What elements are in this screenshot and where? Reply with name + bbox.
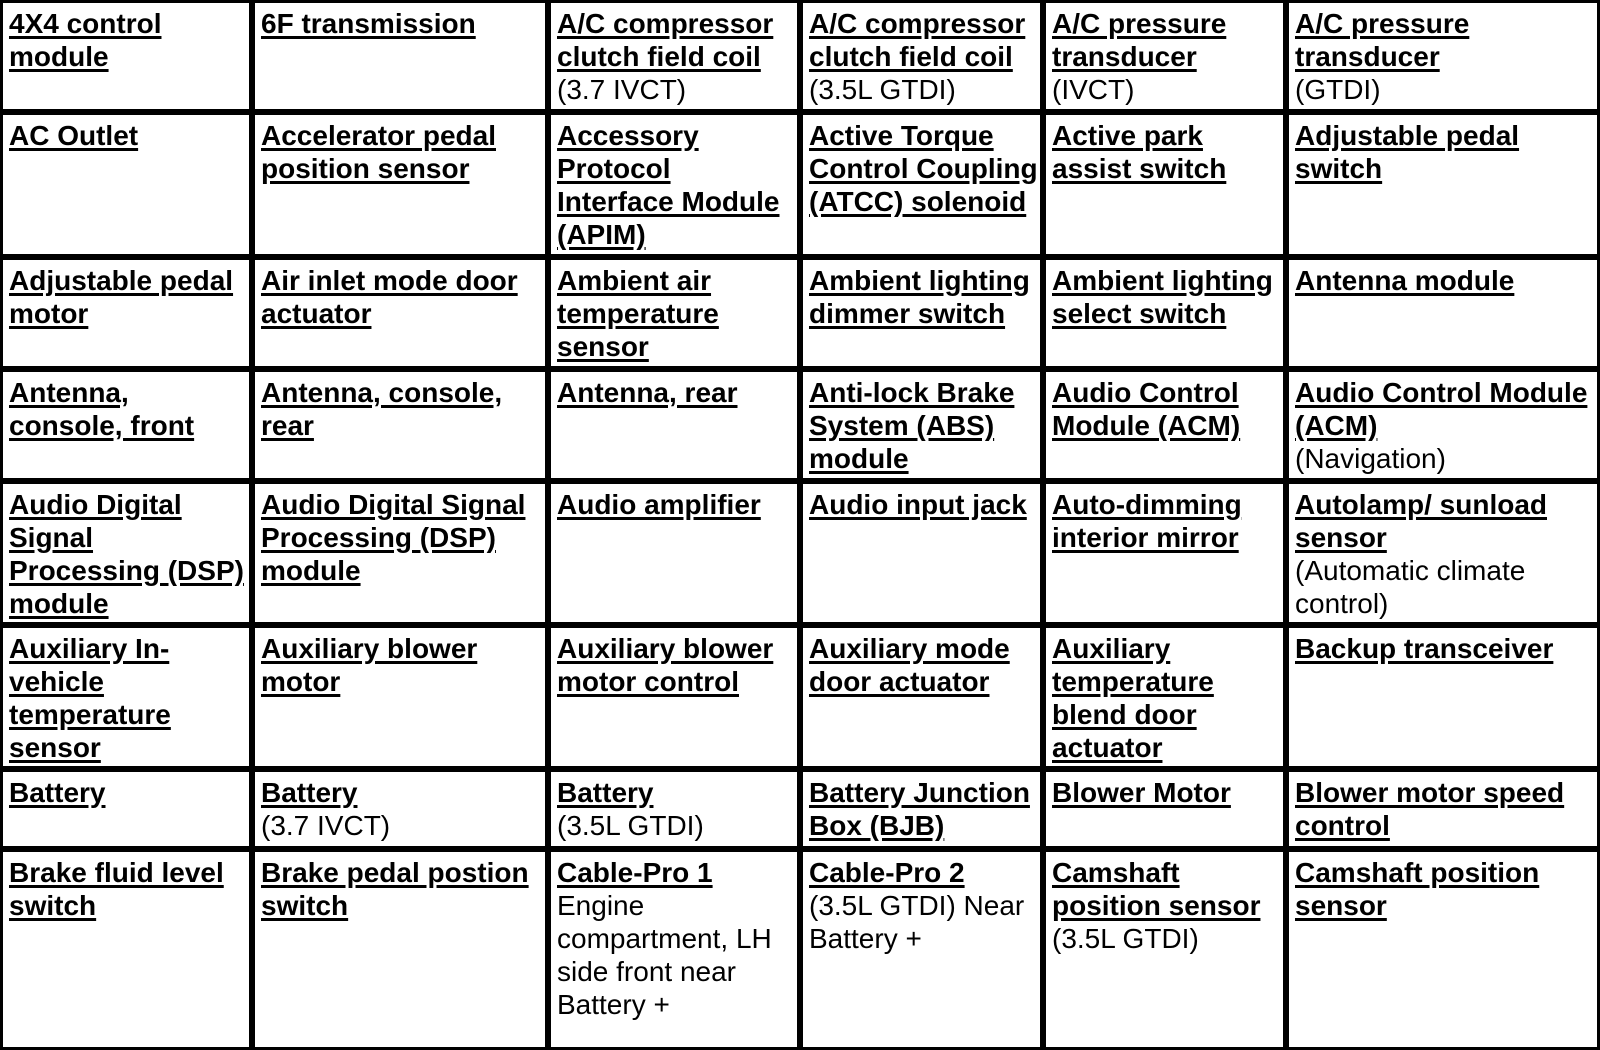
table-cell (800, 625, 1043, 769)
table-cell (800, 769, 1043, 849)
table-cell (1286, 257, 1600, 369)
component-link[interactable]: A/C compressor clutch field coil (557, 8, 774, 72)
table-cell (1286, 481, 1600, 625)
component-link[interactable]: Camshaft position sensor (1052, 857, 1261, 921)
table-cell (800, 481, 1043, 625)
component-link[interactable]: Audio input jack (809, 489, 1027, 520)
component-link[interactable]: Air inlet mode door actuator (261, 265, 518, 329)
table-cell (548, 257, 800, 369)
table-cell (1043, 0, 1286, 112)
table-cell (1043, 849, 1286, 1050)
table-cell (548, 481, 800, 625)
table-cell (252, 849, 548, 1050)
table-cell (1043, 257, 1286, 369)
component-link[interactable]: Auxiliary blower motor control (557, 633, 774, 697)
table-row (0, 112, 1600, 257)
component-link[interactable]: Audio Control Module (ACM) (1295, 377, 1588, 441)
component-link[interactable]: Auxiliary temperature blend door actuator (1052, 633, 1214, 763)
table-cell (1043, 481, 1286, 625)
table-row (0, 625, 1600, 769)
component-note: (3.7 IVCT) (261, 810, 391, 841)
table-cell (1286, 112, 1600, 257)
component-link[interactable]: Active park assist switch (1052, 120, 1227, 184)
component-link[interactable]: Antenna, rear (557, 377, 738, 408)
component-link[interactable]: Adjustable pedal switch (1295, 120, 1520, 184)
table-cell (0, 112, 252, 257)
table-cell (0, 257, 252, 369)
table-cell (252, 769, 548, 849)
table-cell (1286, 769, 1600, 849)
component-link[interactable]: A/C pressure transducer (1295, 8, 1470, 72)
component-link[interactable]: A/C pressure transducer (1052, 8, 1227, 72)
table-row (0, 257, 1600, 369)
component-link[interactable]: Blower motor speed control (1295, 777, 1565, 841)
component-link[interactable]: Antenna, console, front (9, 377, 195, 441)
component-link[interactable]: Auxiliary blower motor (261, 633, 478, 697)
component-link[interactable]: Battery (261, 777, 358, 808)
component-note: (3.7 IVCT) (557, 74, 687, 105)
table-cell (0, 369, 252, 481)
table-cell (252, 369, 548, 481)
table-cell (548, 769, 800, 849)
component-link[interactable]: Camshaft position sensor (1295, 857, 1540, 921)
component-note: (IVCT) (1052, 74, 1135, 105)
component-link[interactable]: Autolamp/ sunload sensor (1295, 489, 1547, 553)
component-link[interactable]: 4X4 control module (9, 8, 162, 72)
table-cell (800, 369, 1043, 481)
component-note: (3.5L GTDI) (809, 74, 956, 105)
component-link[interactable]: Brake pedal postion switch (261, 857, 529, 921)
component-link[interactable]: Brake fluid level switch (9, 857, 224, 921)
component-note: (Navigation) (1295, 443, 1446, 474)
component-link[interactable]: Battery (9, 777, 106, 808)
table-cell (1286, 369, 1600, 481)
component-note: (GTDI) (1295, 74, 1381, 105)
table-cell (1043, 369, 1286, 481)
table-cell (800, 112, 1043, 257)
component-note: (3.5L GTDI) Near Battery + (809, 890, 1025, 954)
table-row (0, 769, 1600, 849)
component-note: Engine compartment, LH side front near Battery + (557, 890, 772, 1020)
component-link[interactable]: Cable-Pro 1 (557, 857, 713, 888)
component-link[interactable]: Accelerator pedal position sensor (261, 120, 496, 184)
component-link[interactable]: Cable-Pro 2 (809, 857, 965, 888)
component-note: (3.5L GTDI) (1052, 923, 1199, 954)
component-link[interactable]: Audio Digital Signal Processing (DSP) module (9, 489, 244, 619)
component-link[interactable]: Audio Control Module (ACM) (1052, 377, 1241, 441)
table-cell (548, 369, 800, 481)
table-cell (1043, 769, 1286, 849)
table-row (0, 481, 1600, 625)
component-link[interactable]: A/C compressor clutch field coil (809, 8, 1026, 72)
component-link[interactable]: Ambient lighting dimmer switch (809, 265, 1030, 329)
component-link[interactable]: Ambient lighting select switch (1052, 265, 1273, 329)
table-cell (252, 481, 548, 625)
component-link[interactable]: 6F transmission (261, 8, 476, 39)
component-link[interactable]: Antenna module (1295, 265, 1515, 296)
table-row (0, 849, 1600, 1050)
component-link[interactable]: AC Outlet (9, 120, 139, 151)
component-link[interactable]: Backup transceiver (1295, 633, 1554, 664)
component-link[interactable]: Adjustable pedal motor (9, 265, 234, 329)
component-link[interactable]: Antenna, console, rear (261, 377, 503, 441)
table-cell (1043, 625, 1286, 769)
table-cell (1286, 0, 1600, 112)
component-link[interactable]: Auxiliary mode door actuator (809, 633, 1010, 697)
component-link[interactable]: Active Torque Control Coupling (ATCC) solenoid (809, 120, 1038, 217)
component-link[interactable]: Auto-dimming interior mirror (1052, 489, 1242, 553)
table-cell (1043, 112, 1286, 257)
table-cell (0, 481, 252, 625)
table-cell (0, 625, 252, 769)
component-link[interactable]: Audio amplifier (557, 489, 761, 520)
table-cell (548, 112, 800, 257)
component-link[interactable]: Blower Motor (1052, 777, 1231, 808)
table-cell (252, 112, 548, 257)
table-cell (800, 0, 1043, 112)
component-link[interactable]: Battery Junction Box (BJB) (809, 777, 1030, 841)
table-cell (800, 257, 1043, 369)
table-cell (548, 625, 800, 769)
table-row (0, 369, 1600, 481)
table-cell (0, 0, 252, 112)
table-cell (548, 0, 800, 112)
table-cell (0, 849, 252, 1050)
component-link[interactable]: Accessory Protocol Interface Module (APIM) (557, 120, 780, 250)
component-note: (Automatic climate control) (1295, 555, 1526, 619)
component-link[interactable]: Battery (557, 777, 654, 808)
table-cell (1286, 849, 1600, 1050)
component-link[interactable]: Ambient air temperature sensor (557, 265, 719, 362)
table-cell (548, 849, 800, 1050)
table-cell (252, 0, 548, 112)
table-row (0, 0, 1600, 112)
table-cell (800, 849, 1043, 1050)
component-link[interactable]: Audio Digital Signal Processing (DSP) module (261, 489, 526, 586)
table-cell (252, 625, 548, 769)
component-note: (3.5L GTDI) (557, 810, 704, 841)
component-link[interactable]: Auxiliary In-vehicle temperature sensor (9, 633, 171, 763)
table-cell (252, 257, 548, 369)
table-cell (1286, 625, 1600, 769)
table-cell (0, 769, 252, 849)
component-link[interactable]: Anti-lock Brake System (ABS) module (809, 377, 1015, 474)
